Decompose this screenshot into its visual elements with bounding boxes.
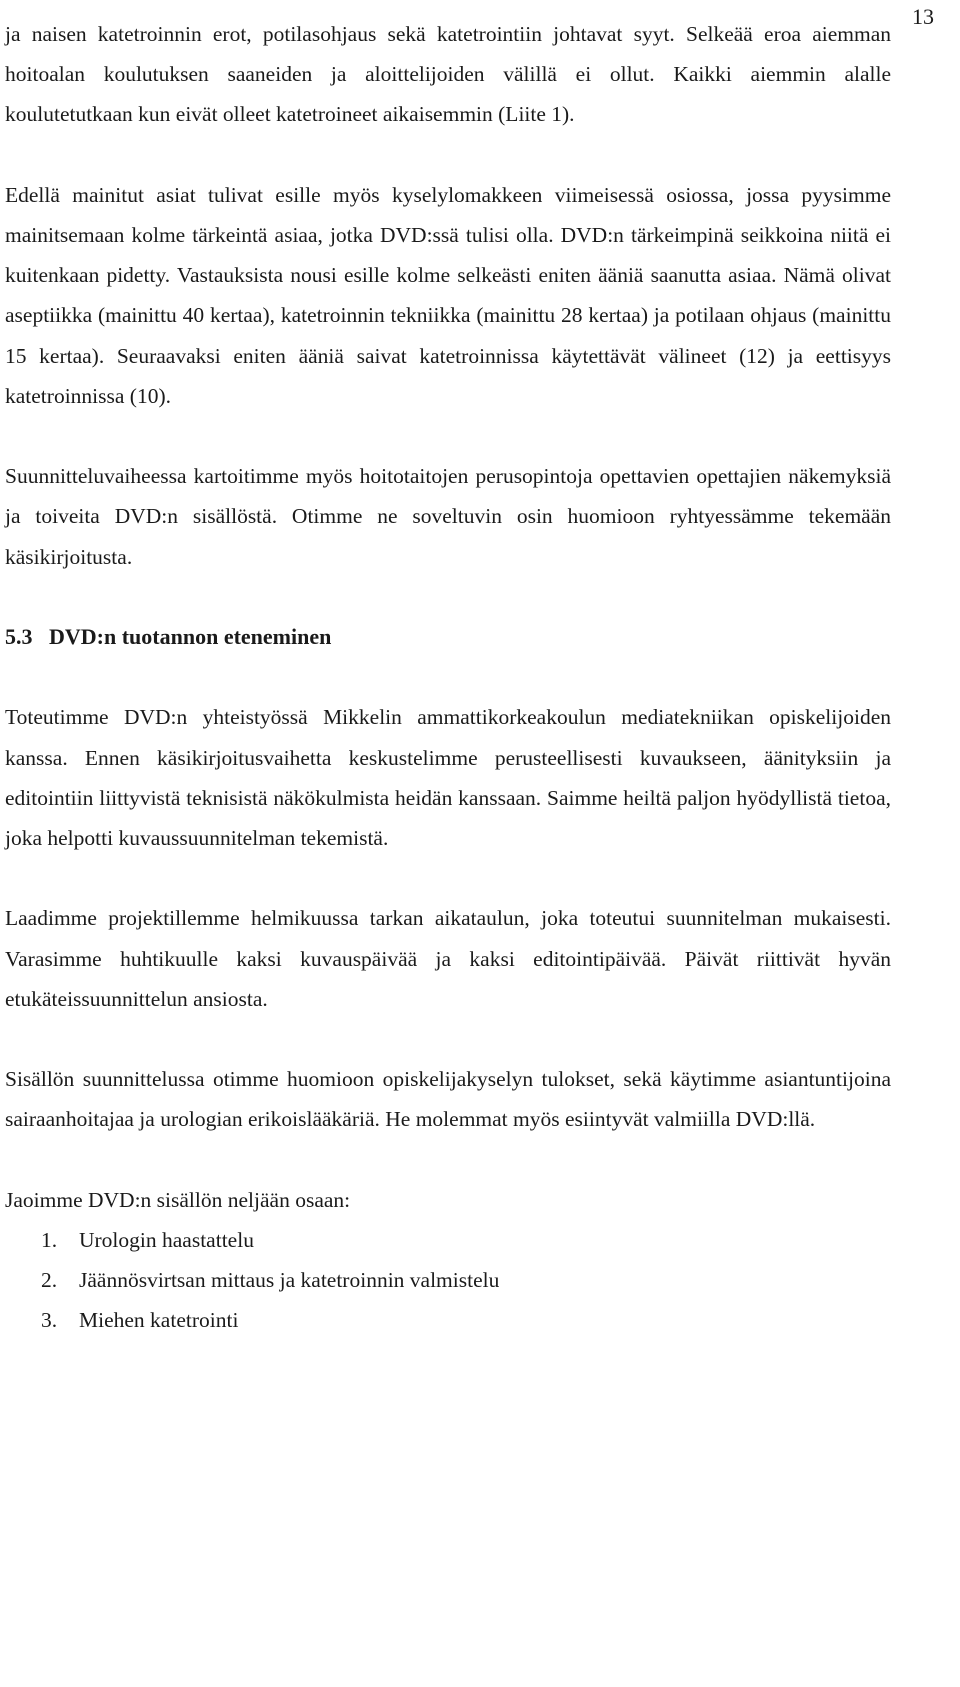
page-number: 13 <box>912 4 934 29</box>
paragraph: ja naisen katetroinnin erot, potilasohjaus sekä katetrointiin johtavat syyt. Selkeää eroa aiemman hoitoalan koulutuksen saaneiden ja aloittelijoiden välillä ei ollut. Kaikki aiemmin alalle koulutetutkaan kun eivät olleet katetroineet aikaisemmin (Liite 1). <box>5 22 891 127</box>
list-item-number: 3. <box>41 1308 58 1333</box>
list-item-text: Miehen katetrointi <box>79 1308 239 1333</box>
paragraph: Sisällön suunnittelussa otimme huomioon opiskelijakyselyn tulokset, sekä käytimme asiantuntijoina sairaanhoitajaa ja urologian erikoislääkäriä. He molemmat myös esiintyvät valmiilla DVD:llä. <box>5 1067 891 1132</box>
list-item-number: 2. <box>41 1268 58 1293</box>
paragraph: Edellä mainitut asiat tulivat esille myös kyselylomakkeen viimeisessä osiossa, jossa pyysimme mainitsemaan kolme tärkeintä asiaa, jotka DVD:ssä tulisi olla. DVD:n tärkeimpinä seikkoina niitä ei kuitenkaan pidetty. Vastauksista nousi esille kolme selkeästi eniten ääniä saanutta asiaa. Nämä olivat aseptiikka (mainittu 40 kertaa), katetroinnin tekniikka (mainittu 28 kertaa) ja potilaan ohjaus (mainittu 15 kertaa). Seuraavaksi eniten ääniä saivat katetroinnissa käytettävät välineet (12) ja eettisyys katetroinnissa (10). <box>5 182 891 408</box>
list-item-text: Urologin haastattelu <box>79 1227 254 1252</box>
section-title: DVD:n tuotannon eteneminen <box>49 624 332 649</box>
list-item <box>5 1260 891 1300</box>
list-item <box>5 1300 891 1340</box>
list-item <box>5 1220 891 1260</box>
paragraph-gap <box>5 1019 891 1059</box>
paragraph: Suunnitteluvaiheessa kartoitimme myös hoitotaitojen perusopintoja opettavien opettajien näkemyksiä ja toiveita DVD:n sisällöstä. Otimme ne soveltuvin osin huomioon ryhtyessämme tekemään käsikirjoitusta. <box>5 464 891 569</box>
document-body <box>5 14 891 1341</box>
paragraph: Laadimme projektillemme helmikuussa tarkan aikataulun, joka toteutui suunnitelman mukaisesti. Varasimme huhtikuulle kaksi kuvauspäivää ja kaksi editointipäivää. Päivät riittivät hyvän etukäteissuunnittelun ansiosta. <box>5 906 891 1011</box>
list-item-number: 1. <box>41 1227 58 1252</box>
list-item-text: Jäännösvirtsan mittaus ja katetroinnin valmistelu <box>79 1268 500 1293</box>
content-list <box>5 1220 891 1341</box>
paragraph-gap <box>5 657 891 697</box>
paragraph-gap <box>5 858 891 898</box>
section-heading <box>5 617 891 657</box>
paragraph-gap <box>5 416 891 456</box>
paragraph: Toteutimme DVD:n yhteistyössä Mikkelin ammattikorkeakoulun mediatekniikan opiskelijoiden kanssa. Ennen käsikirjoitusvaihetta keskustelimme perusteellisesti kuvaukseen, äänityksiin ja editointiin liittyvistä teknisistä näkökulmista heidän kanssaan. Saimme heiltä paljon hyödyllistä tietoa, joka helpotti kuvaussuunnitelman tekemistä. <box>5 705 891 850</box>
section-number: 5.3 <box>5 624 33 649</box>
paragraph-gap <box>5 135 891 175</box>
paragraph-gap <box>5 1140 891 1180</box>
paragraph-gap <box>5 577 891 617</box>
list-intro: Jaoimme DVD:n sisällön neljään osaan: <box>5 1187 351 1212</box>
